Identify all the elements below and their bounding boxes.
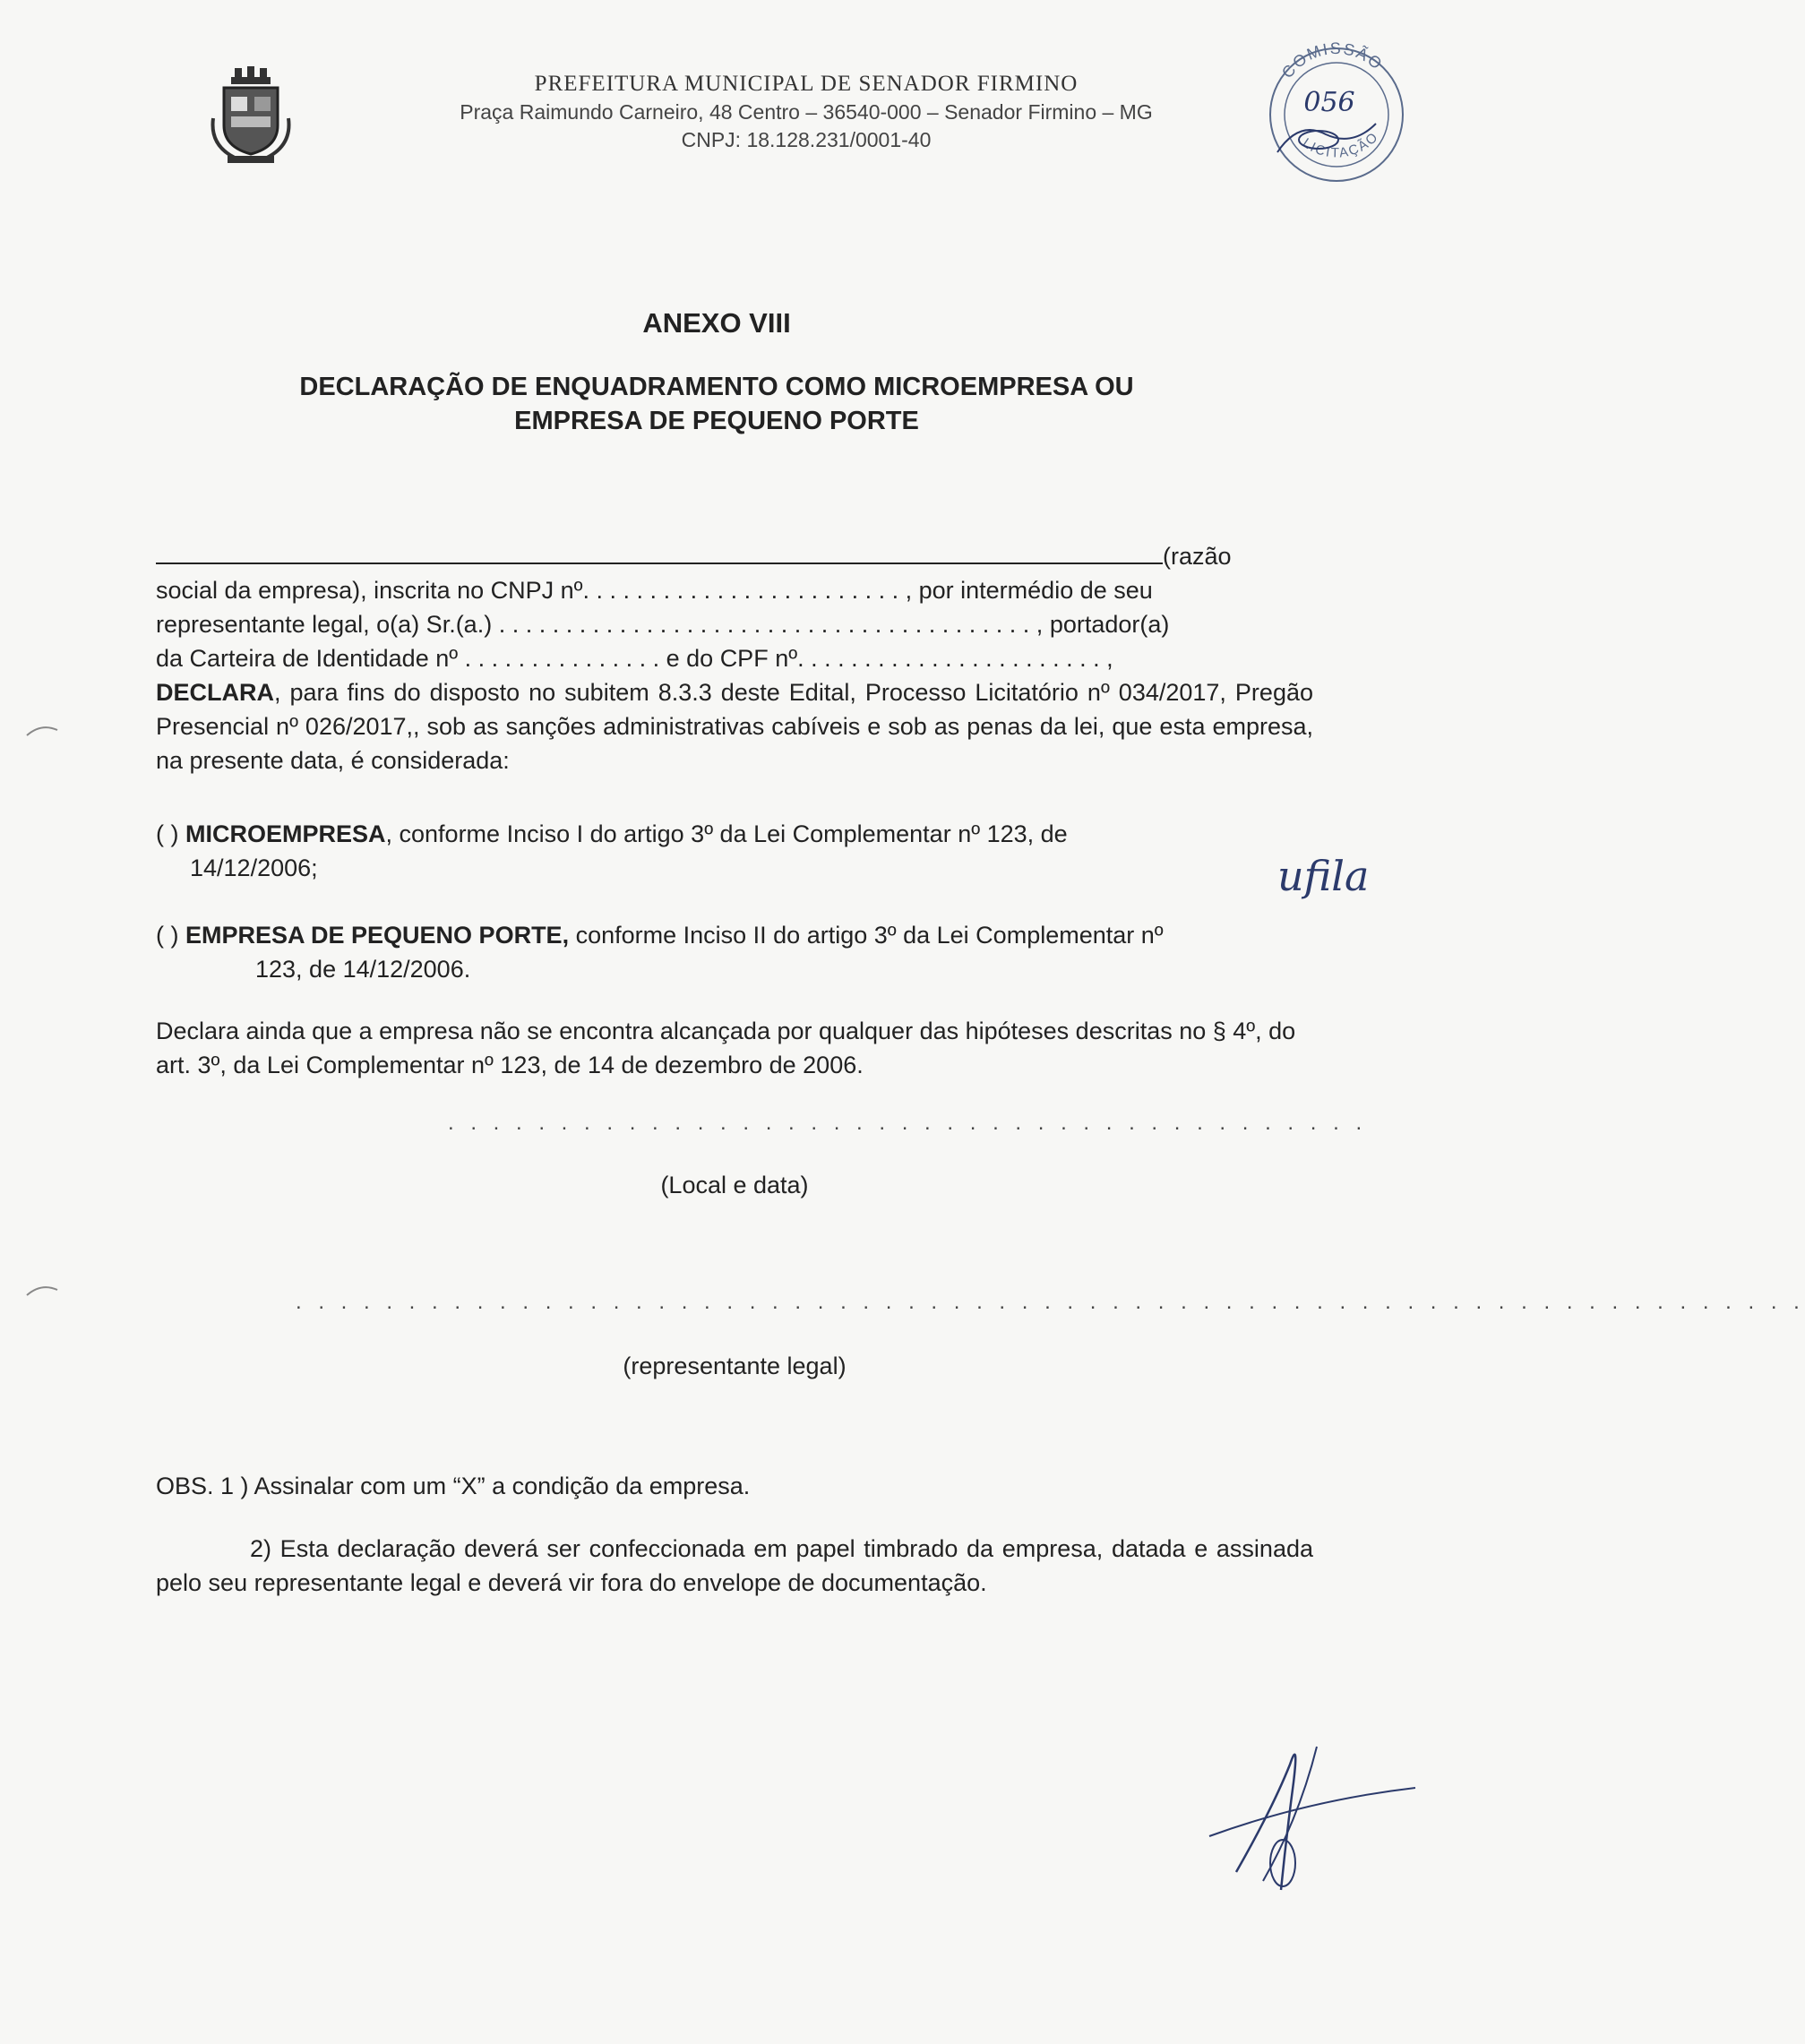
epp-text: conforme Inciso II do artigo 3º da Lei Complementar nº <box>569 922 1164 949</box>
body-line-identity: da Carteira de Identidade nº . . . . . . . . . . . . . . . e do CPF nº. . . . . . . . . . . . . . . . . . . . . . . , <box>156 645 1113 672</box>
company-name-blank <box>156 537 1163 564</box>
local-date-label: (Local e data) <box>660 1172 809 1198</box>
letterhead <box>340 72 1272 152</box>
epp-checkbox[interactable]: ( ) <box>156 922 179 949</box>
microempresa-date: 14/12/2006; <box>190 855 318 881</box>
additional-declaration: Declara ainda que a empresa não se encontra alcançada por qualquer das hipóteses descritas no § 4º, do art. 3º, da Lei Complementar nº 123, de 14 de dezembro de 2006. <box>156 1018 1296 1078</box>
municipality-address: Praça Raimundo Carneiro, 48 Centro – 36540-000 – Senador Firmino – MG <box>460 100 1153 124</box>
microempresa-checkbox[interactable]: ( ) <box>156 820 179 847</box>
stamp-top-text: COMISSÃO <box>1277 39 1387 82</box>
scan-margin-mark <box>25 721 61 739</box>
obs-line-2: 2) Esta declaração deverá ser confeccionada em papel timbrado da empresa, datada e assinada pelo seu representante legal e deverá vir fora do envelope de documentação. <box>156 1535 1313 1596</box>
commission-stamp <box>1263 20 1406 199</box>
razao-label: (razão <box>1163 543 1232 570</box>
declara-paragraph <box>156 675 1313 777</box>
option-microempresa <box>156 817 1320 851</box>
declara-keyword: DECLARA <box>156 679 274 706</box>
company-name-line <box>156 537 1313 573</box>
scan-margin-mark <box>25 1281 61 1299</box>
body-line-cnpj: social da empresa), inscrita no CNPJ nº. . . . . . . . . . . . . . . . . . . . . . . . , por intermédio de seu <box>156 577 1153 604</box>
microempresa-label: MICROEMPRESA <box>185 820 386 847</box>
municipal-crest-icon <box>208 64 294 165</box>
local-date-dotted-line: . . . . . . . . . . . . . . . . . . . . . . . . . . . . . . . . . . . . . . . . . <box>448 1111 1368 1135</box>
option-epp <box>156 918 1320 952</box>
epp-date: 123, de 14/12/2006. <box>255 956 471 983</box>
rubric-text: ufila <box>1277 852 1370 900</box>
handwritten-rubric <box>1272 833 1415 923</box>
declaration-title: DECLARAÇÃO DE ENQUADRAMENTO COMO MICROEMPRESA OU EMPRESA DE PEQUENO PORTE <box>299 373 1134 435</box>
stamp-number: 056 <box>1303 87 1355 118</box>
declara-text: , para fins do disposto no subitem 8.3.3 deste Edital, Processo Licitatório nº 034/2017, Pregão Presencial nº 026/2017,, sob as sanções administrativas cabíveis e sob as penas da lei, que esta empresa, na presente data, é considerada: <box>156 679 1313 774</box>
representative-label: (representante legal) <box>623 1353 847 1379</box>
stamp-bottom-text: LICITAÇÃO <box>1299 128 1382 161</box>
obs-line-1: OBS. 1 ) Assinalar com um “X” a condição da empresa. <box>156 1473 751 1499</box>
municipality-cnpj: CNPJ: 18.128.231/0001-40 <box>681 128 932 151</box>
microempresa-text: , conforme Inciso I do artigo 3º da Lei Complementar nº 123, de <box>385 820 1068 847</box>
epp-label: EMPRESA DE PEQUENO PORTE, <box>185 922 570 949</box>
representative-dotted-line: . . . . . . . . . . . . . . . . . . . . . . . . . . . . . . . . . . . . . . . . . . . . . . . . . . . . . . . . . . . . . . . . . . . <box>296 1290 1805 1314</box>
svg-text:LICITAÇÃO <box>1300 129 1382 161</box>
annex-title: ANEXO VIII <box>642 307 791 339</box>
municipality-name: PREFEITURA MUNICIPAL DE SENADOR FIRMINO <box>534 72 1079 96</box>
handwritten-signature <box>1200 1729 1424 1899</box>
declaration-body <box>156 537 1313 777</box>
body-line-representative: representante legal, o(a) Sr.(a.) . . . . . . . . . . . . . . . . . . . . . . . . . . . . . . . . . . . . . . . . , portador(a) <box>156 611 1170 638</box>
